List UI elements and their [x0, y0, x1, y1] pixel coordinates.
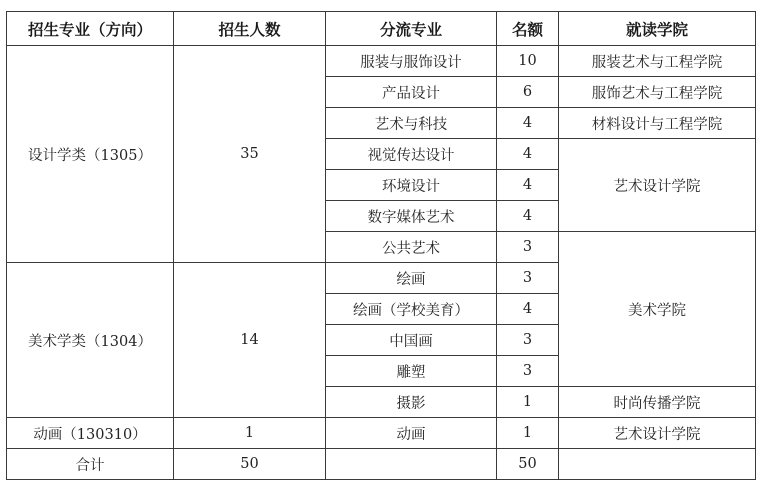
quota-cell: 4 [497, 170, 559, 201]
track-cell: 绘画（学校美育） [326, 294, 497, 325]
major-cell: 设计学类（1305） [7, 46, 174, 263]
quota-cell: 3 [497, 325, 559, 356]
track-cell: 视觉传达设计 [326, 139, 497, 170]
count-cell: 1 [174, 418, 326, 449]
quota-cell: 1 [497, 387, 559, 418]
track-cell: 服装与服饰设计 [326, 46, 497, 77]
enrollment-table [6, 11, 756, 480]
track-cell: 产品设计 [326, 77, 497, 108]
table-row [7, 46, 756, 77]
track-cell: 中国画 [326, 325, 497, 356]
quota-cell: 6 [497, 77, 559, 108]
total-row [7, 449, 756, 480]
track-cell: 绘画 [326, 263, 497, 294]
header-major: 招生专业（方向） [7, 12, 174, 46]
quota-cell: 4 [497, 294, 559, 325]
college-cell: 时尚传播学院 [559, 387, 756, 418]
college-cell: 艺术设计学院 [559, 418, 756, 449]
header-count: 招生人数 [174, 12, 326, 46]
quota-cell: 4 [497, 139, 559, 170]
track-cell: 数字媒体艺术 [326, 201, 497, 232]
quota-cell: 3 [497, 232, 559, 263]
track-cell [326, 449, 497, 480]
track-cell: 公共艺术 [326, 232, 497, 263]
quota-cell: 4 [497, 108, 559, 139]
college-cell: 服装艺术与工程学院 [559, 46, 756, 77]
table-row [7, 418, 756, 449]
college-cell: 美术学院 [559, 232, 756, 387]
quota-cell: 10 [497, 46, 559, 77]
college-cell [559, 449, 756, 480]
track-cell: 雕塑 [326, 356, 497, 387]
quota-cell: 4 [497, 201, 559, 232]
count-cell: 35 [174, 46, 326, 263]
header-track: 分流专业 [326, 12, 497, 46]
college-cell: 材料设计与工程学院 [559, 108, 756, 139]
quota-cell: 1 [497, 418, 559, 449]
track-cell: 摄影 [326, 387, 497, 418]
track-cell: 动画 [326, 418, 497, 449]
total-count-cell: 50 [174, 449, 326, 480]
major-cell: 美术学类（1304） [7, 263, 174, 418]
college-cell: 艺术设计学院 [559, 139, 756, 232]
track-cell: 环境设计 [326, 170, 497, 201]
header-row [7, 12, 756, 46]
college-cell: 服饰艺术与工程学院 [559, 77, 756, 108]
quota-cell: 3 [497, 263, 559, 294]
track-cell: 艺术与科技 [326, 108, 497, 139]
quota-cell: 3 [497, 356, 559, 387]
total-label-cell: 合计 [7, 449, 174, 480]
header-quota: 名额 [497, 12, 559, 46]
header-college: 就读学院 [559, 12, 756, 46]
count-cell: 14 [174, 263, 326, 418]
total-quota-cell: 50 [497, 449, 559, 480]
major-cell: 动画（130310） [7, 418, 174, 449]
